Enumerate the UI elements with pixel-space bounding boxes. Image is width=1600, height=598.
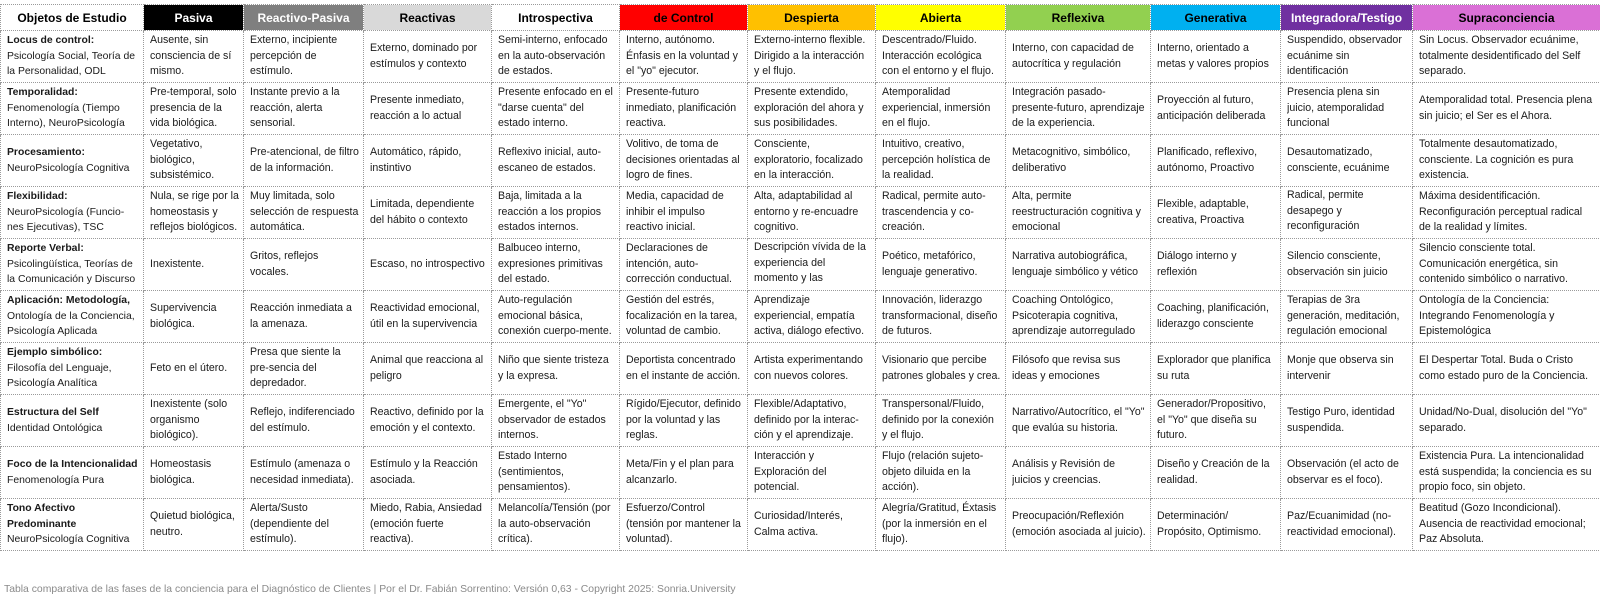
table-cell — [144, 395, 244, 447]
table-cell — [144, 187, 244, 239]
cell-text: Externo, dominado por estímulos y contexto — [370, 42, 478, 70]
cell-text: Alerta/Susto (dependiente del estímulo). — [250, 502, 329, 546]
cell-text: Atemporalidad total. Presencia plena sin juicio; el Ser es el Ahora. — [1419, 94, 1593, 122]
cell-text: Inexistente (solo organismo biológico). — [150, 398, 228, 442]
row-subtitle: Ontología de la Conciencia, Psicología Aplicada — [7, 310, 135, 338]
cell-text: Balbuceo interno, expresiones primitivas del estado. — [498, 242, 603, 286]
cell-text: Ontología de la Conciencia: Integrando Fenomenología y Epistemológica — [1419, 294, 1555, 338]
table-cell — [748, 447, 876, 499]
row-subtitle: Fenomenología Pura — [7, 474, 105, 486]
cell-text: Visionario que percibe patrones globales y crea. — [882, 354, 1001, 382]
table-cell — [1413, 395, 1600, 447]
row-title: Estructura del Self — [7, 407, 99, 418]
cell-text: Coaching Ontológico, Psicoterapia cognitiva, aprendizaje autorregulado — [1012, 294, 1136, 338]
table-cell — [364, 187, 492, 239]
table-cell — [144, 135, 244, 187]
cell-text: Presente inmediato, reacción a lo actual — [370, 94, 465, 122]
cell-text: Intuitivo, creativo, percepción holística de la realidad. — [882, 138, 991, 182]
cell-text: Totalmente desautomatizado, consciente. La cognición es pura existencia. — [1419, 138, 1574, 182]
table-cell — [748, 395, 876, 447]
cell-text: Interno, orientado a metas y valores propios — [1157, 42, 1269, 70]
table-row — [1, 187, 1600, 239]
table-row — [1, 499, 1600, 551]
table-cell — [244, 135, 364, 187]
cell-text: Narrativa autobiográfica, lenguaje simbólico y vético — [1012, 250, 1139, 278]
cell-text: Desautomatizado, consciente, ecuánime — [1287, 146, 1390, 174]
row-subtitle: NeuroPsicología (Funcio-nes Ejecutivas), TSC — [7, 206, 125, 234]
table-row — [1, 31, 1600, 83]
table-cell — [364, 239, 492, 291]
cell-text: Vegetativo, biológico, subsistémico. — [150, 138, 215, 182]
table-cell — [492, 291, 620, 343]
table-cell — [492, 135, 620, 187]
table-cell — [364, 499, 492, 551]
phase-header-reflexiva: Reflexiva — [1006, 5, 1151, 31]
row-label — [1, 239, 144, 291]
cell-text: Presente-futuro inmediato, planificación reactiva. — [626, 86, 737, 130]
cell-text: Rígido/Ejecutor, definido por la voluntad y las reglas. — [626, 398, 741, 442]
table-cell — [620, 135, 748, 187]
cell-text: Quietud biológica, neutro. — [150, 510, 235, 538]
cell-text: Auto-regulación emocional básica, conexión cuerpo-mente. — [498, 294, 612, 338]
table-cell — [1151, 83, 1281, 135]
table-cell — [1151, 239, 1281, 291]
table-cell — [1413, 447, 1600, 499]
cell-text: Consciente, exploratorio, focalizado en la interacción. — [754, 138, 863, 182]
table-cell — [748, 343, 876, 395]
cell-text: Unidad/No-Dual, disolución del "Yo" separado. — [1419, 406, 1587, 434]
table-cell — [1151, 447, 1281, 499]
phase-header-pasiva: Pasiva — [144, 5, 244, 31]
phase-header-reactivo-pasiva: Reactivo-Pasiva — [244, 5, 364, 31]
phase-header-integradora-testigo: Integradora/Testigo — [1281, 5, 1413, 31]
cell-text: Estímulo (amenaza o necesidad inmediata). — [250, 458, 354, 486]
phases-table — [0, 4, 1600, 551]
table-cell — [364, 343, 492, 395]
table-cell — [244, 187, 364, 239]
table-cell — [876, 239, 1006, 291]
table-cell — [244, 291, 364, 343]
row-subtitle: Identidad Ontológica — [7, 422, 103, 434]
table-cell — [1281, 395, 1413, 447]
table-cell — [1413, 83, 1600, 135]
cell-text: Paz/Ecuanimidad (no-reactividad emocional). — [1287, 510, 1396, 538]
cell-text: Observación (el acto de observar es el foco). — [1287, 458, 1399, 486]
table-cell — [1151, 395, 1281, 447]
table-row — [1, 83, 1600, 135]
cell-text: Metacognitivo, simbólico, deliberativo — [1012, 146, 1131, 174]
cell-text: Deportista concentrado en el instante de acción. — [626, 354, 741, 382]
cell-text: Miedo, Rabia, Ansiedad (emoción fuerte reactiva). — [370, 502, 482, 546]
row-subtitle: NeuroPsicología Cognitiva — [7, 162, 130, 174]
table-cell — [1413, 291, 1600, 343]
phase-header-introspectiva: Introspectiva — [492, 5, 620, 31]
cell-text: Baja, limitada a la reacción a los propios estados internos. — [498, 190, 602, 234]
table-cell — [620, 499, 748, 551]
cell-text: Estado Interno (sentimientos, pensamientos). — [498, 450, 571, 494]
table-cell — [1006, 291, 1151, 343]
table-cell — [1281, 499, 1413, 551]
cell-text: Esfuerzo/Control (tensión por mantener la voluntad). — [626, 502, 741, 546]
cell-text: Declaraciones de intención, auto-corrección conductual. — [626, 242, 732, 286]
row-title: Procesamiento: — [7, 147, 85, 158]
table-cell — [492, 187, 620, 239]
cell-text: Explorador que planifica su ruta — [1157, 354, 1271, 382]
table-cell — [620, 239, 748, 291]
table-cell — [748, 499, 876, 551]
header-row — [1, 5, 1600, 31]
row-title: Aplicación: Metodología, — [7, 295, 130, 307]
table-cell — [1151, 291, 1281, 343]
table-cell — [748, 135, 876, 187]
table-cell — [1006, 83, 1151, 135]
table-cell — [876, 343, 1006, 395]
table-cell — [1151, 499, 1281, 551]
table-cell — [244, 447, 364, 499]
table-cell — [364, 31, 492, 83]
table-cell — [876, 135, 1006, 187]
table-cell — [876, 291, 1006, 343]
table-cell — [244, 499, 364, 551]
table-cell — [748, 291, 876, 343]
table-cell — [144, 31, 244, 83]
cell-text: Inexistente. — [150, 257, 205, 270]
table-cell — [492, 239, 620, 291]
cell-text: Narrativo/Autocrítico, el "Yo" que evalúa su historia. — [1012, 406, 1145, 434]
cell-text: Interacción y Exploración del potencial. — [754, 450, 827, 494]
table-cell — [1006, 239, 1151, 291]
cell-text: Alta, permite reestructuración cognitiva y emocional — [1012, 190, 1141, 234]
cell-text: Monje que observa sin intervenir — [1287, 354, 1394, 382]
cell-text: Flexible/Adaptativo, definido por la interac-ción y el aprendizaje. — [754, 398, 859, 442]
table-cell — [620, 83, 748, 135]
table-cell — [1281, 83, 1413, 135]
cell-text: Aprendizaje experiencial, empatía activa, diálogo efectivo. — [754, 294, 865, 338]
row-title: Reporte Verbal: — [7, 243, 84, 255]
table-cell — [244, 395, 364, 447]
cell-text: Silencio consciente, observación sin juicio — [1287, 250, 1388, 278]
cell-text: Silencio consciente total. Comunicación energética, sin contenido simbólico o narrativo. — [1419, 242, 1568, 286]
cell-text: Planificado, reflexivo, autónomo, Proactivo — [1157, 146, 1258, 174]
table-cell — [364, 83, 492, 135]
cell-text: Diseño y Creación de la realidad. — [1157, 458, 1270, 486]
table-cell — [492, 31, 620, 83]
table-row — [1, 135, 1600, 187]
table-cell — [1281, 187, 1413, 239]
table-cell — [1006, 187, 1151, 239]
phase-header-generativa: Generativa — [1151, 5, 1281, 31]
table-cell — [1281, 135, 1413, 187]
table-cell — [620, 291, 748, 343]
table-cell — [1151, 135, 1281, 187]
row-label — [1, 31, 144, 83]
row-label — [1, 291, 144, 343]
cell-text: Supervivencia biológica. — [150, 302, 217, 330]
cell-text: Preocupación/Reflexión (emoción asociada al juicio). — [1012, 510, 1146, 538]
table-cell — [1151, 187, 1281, 239]
table-cell — [1281, 343, 1413, 395]
cell-text: Máxima desidentificación. Reconfiguración perceptual radical de la realidad y límites. — [1419, 190, 1583, 234]
table-cell — [244, 239, 364, 291]
table-cell — [364, 395, 492, 447]
table-cell — [144, 291, 244, 343]
table-cell — [1151, 31, 1281, 83]
table-cell — [1413, 499, 1600, 551]
phase-header-de-control: de Control — [620, 5, 748, 31]
table-cell — [748, 187, 876, 239]
table-cell — [748, 83, 876, 135]
table-cell — [364, 291, 492, 343]
row-title: Locus de control: — [7, 35, 95, 47]
table-cell — [144, 83, 244, 135]
row-label — [1, 343, 144, 395]
cell-text: Terapias de 3ra generación, meditación, regulación emocional — [1287, 294, 1400, 338]
cell-text: Innovación, liderazgo transformacional, diseño de futuros. — [882, 294, 998, 338]
table-row — [1, 447, 1600, 499]
table-row — [1, 239, 1600, 291]
cell-text: Presa que siente la pre-sencia del depredador. — [250, 346, 341, 390]
cell-text: Presente enfocado en el "darse cuenta" del estado interno. — [498, 86, 613, 130]
table-cell — [620, 343, 748, 395]
table-cell — [492, 499, 620, 551]
table-cell — [1281, 239, 1413, 291]
row-label — [1, 187, 144, 239]
cell-text: Poético, metafórico, lenguaje generativo. — [882, 250, 978, 278]
cell-text: Radical, permite desapego y reconfiguración — [1287, 189, 1364, 232]
table-cell — [876, 447, 1006, 499]
cell-text: Existencia Pura. La intencionalidad está suspendida; la conciencia es su propio foco, sin objeto. — [1419, 450, 1592, 494]
table-cell — [1281, 31, 1413, 83]
cell-text: Volitivo, de toma de decisiones orientadas al logro de fines. — [626, 138, 740, 182]
row-title: Ejemplo simbólico: — [7, 347, 103, 359]
cell-text: Instante previo a la reacción, alerta sensorial. — [250, 86, 340, 130]
table-cell — [620, 31, 748, 83]
table-cell — [620, 187, 748, 239]
table-cell — [1006, 343, 1151, 395]
table-cell — [1006, 499, 1151, 551]
table-cell — [1281, 291, 1413, 343]
corner-header: Objetos de Estudio — [1, 5, 144, 31]
cell-text: Interno, autónomo. Énfasis en la voluntad y el "yo" ejecutor. — [626, 34, 738, 78]
cell-text: Melancolía/Tensión (por la auto-observación crítica). — [498, 502, 611, 546]
table-cell — [1413, 239, 1600, 291]
row-label — [1, 135, 144, 187]
table-cell — [620, 447, 748, 499]
cell-text: Atemporalidad experiencial, inmersión en el flujo. — [882, 86, 991, 130]
row-subtitle: Psicolingüística, Teorías de la Comunicación y Discurso — [7, 258, 136, 286]
cell-text: Determinación/ Propósito, Optimismo. — [1157, 510, 1262, 538]
cell-text: Transpersonal/Fluido, definido por la conexión y el flujo. — [882, 398, 994, 442]
table-cell — [144, 447, 244, 499]
table-cell — [876, 187, 1006, 239]
cell-text: Gestión del estrés, focalización en la tarea, voluntad de cambio. — [626, 294, 738, 338]
cell-text: Flexible, adaptable, creativa, Proactiva — [1157, 198, 1249, 226]
table-cell — [244, 83, 364, 135]
footer-caption: Tabla comparativa de las fases de la conciencia para el Diagnóstico de Clientes | Por el Dr. Fabián Sorrentino: Versión 0,63 - Copyright 2025: Sonria.University — [4, 584, 736, 595]
cell-text: Media, capacidad de inhibir el impulso reactivo inicial. — [626, 190, 724, 234]
cell-text: Ausente, sin consciencia de sí mismo. — [150, 34, 232, 78]
row-subtitle: NeuroPsicología Cognitiva — [7, 534, 130, 546]
table-cell — [492, 395, 620, 447]
row-label — [1, 83, 144, 135]
cell-text: Sin Locus. Observador ecuánime, totalmente desidentificado del Self separado. — [1419, 34, 1581, 78]
table-cell — [1006, 395, 1151, 447]
table-row — [1, 291, 1600, 343]
table-cell — [748, 239, 876, 291]
cell-text: Niño que siente tristeza y la expresa. — [498, 354, 609, 382]
table-cell — [1413, 343, 1600, 395]
table-cell — [244, 343, 364, 395]
cell-text: Reacción inmediata a la amenaza. — [250, 302, 352, 330]
cell-text: Diálogo interno y reflexión — [1157, 250, 1237, 278]
cell-text: Coaching, planificación, liderazgo consciente — [1157, 302, 1269, 330]
cell-text: Automático, rápido, instintivo — [370, 146, 462, 174]
row-title: Foco de la Intencionalidad — [7, 459, 138, 470]
row-title: Flexibilidad: — [7, 191, 68, 203]
cell-text: Filósofo que revisa sus ideas y emociones — [1012, 354, 1121, 382]
table-cell — [876, 31, 1006, 83]
table-cell — [1006, 135, 1151, 187]
cell-text: Generador/Propositivo, el "Yo" que diseña su futuro. — [1157, 398, 1266, 442]
cell-text: Curiosidad/Interés, Calma activa. — [754, 510, 843, 538]
cell-text: Proyección al futuro, anticipación deliberada — [1157, 94, 1266, 122]
cell-text: Emergente, el "Yo" observador de estados internos. — [498, 398, 606, 442]
table-cell — [492, 447, 620, 499]
phase-header-despierta: Despierta — [748, 5, 876, 31]
cell-text: Análisis y Revisión de juicios y creencias. — [1012, 458, 1116, 486]
cell-text: Presencia plena sin juicio, atemporalidad funcional — [1287, 86, 1385, 130]
cell-text: Testigo Puro, identidad suspendida. — [1287, 406, 1395, 434]
cell-text: Semi-interno, enfocado en la auto-observación de estados. — [498, 34, 608, 78]
table-cell — [876, 395, 1006, 447]
row-title: Tono Afectivo Predominante — [7, 503, 77, 530]
phase-header-abierta: Abierta — [876, 5, 1006, 31]
cell-text: Reactivo, definido por la emoción y el contexto. — [370, 406, 484, 434]
cell-text: Interno, con capacidad de autocrítica y regulación — [1012, 42, 1134, 70]
cell-text: Feto en el útero. — [150, 361, 228, 374]
cell-text: Homeostasis biológica. — [150, 458, 212, 486]
phase-header-reactivas: Reactivas — [364, 5, 492, 31]
table-cell — [1281, 447, 1413, 499]
cell-text: Alta, adaptabilidad al entorno y re-encuadre cognitivo. — [754, 190, 859, 234]
cell-text: Pre-temporal, solo presencia de la vida biológica. — [150, 86, 237, 130]
cell-text: Pre-atencional, de filtro de la información. — [250, 146, 359, 174]
table-cell — [364, 135, 492, 187]
cell-text: Descripción vívida de la experiencia del momento y las — [754, 241, 866, 284]
cell-text: Integración pasado-presente-futuro, aprendizaje de la experiencia. — [1012, 86, 1145, 130]
table-cell — [876, 499, 1006, 551]
row-subtitle: Psicología Social, Teoría de la Personalidad, ODL — [7, 50, 136, 78]
cell-text: Escaso, no introspectivo — [370, 257, 485, 270]
cell-text: Alegría/Gratitud, Éxtasis (por la inmersión en el flujo). — [882, 502, 997, 546]
table-cell — [1006, 31, 1151, 83]
cell-text: Gritos, reflejos vocales. — [250, 250, 319, 278]
cell-text: Presente extendido, exploración del ahora y sus posibilidades. — [754, 86, 864, 130]
table-cell — [876, 83, 1006, 135]
row-title: Temporalidad: — [7, 87, 78, 99]
cell-text: Flujo (relación sujeto-objeto diluida en la acción). — [882, 450, 984, 494]
table-cell — [1413, 135, 1600, 187]
cell-text: Meta/Fin y el plan para alcanzarlo. — [626, 458, 734, 486]
cell-text: El Despertar Total. Buda o Cristo como estado puro de la Conciencia. — [1419, 354, 1589, 382]
table-cell — [1151, 343, 1281, 395]
cell-text: Descentrado/Fluido. Interacción ecológica con el entorno y el flujo. — [882, 34, 994, 78]
cell-text: Limitada, dependiente del hábito o contexto — [370, 198, 475, 226]
cell-text: Reactividad emocional, útil en la supervivencia — [370, 302, 480, 330]
cell-text: Muy limitada, solo selección de respuesta automática. — [250, 190, 359, 234]
table-row — [1, 395, 1600, 447]
table-cell — [144, 239, 244, 291]
cell-text: Artista experimentando con nuevos colores. — [754, 354, 863, 382]
cell-text: Externo-interno flexible. Dirigido a la interacción y el flujo. — [754, 34, 866, 78]
table-cell — [1006, 447, 1151, 499]
row-subtitle: Fenomenología (Tiempo Interno), NeuroPsicología — [7, 102, 125, 130]
cell-text: Radical, permite auto-trascendencia y co-creación. — [882, 190, 986, 234]
cell-text: Animal que reacciona al peligro — [370, 354, 484, 382]
cell-text: Beatitud (Gozo Incondicional). Ausencia de reactividad emocional; Paz Absoluta. — [1419, 502, 1586, 546]
table-cell — [748, 31, 876, 83]
table-cell — [144, 499, 244, 551]
table-row — [1, 343, 1600, 395]
cell-text: Estímulo y la Reacción asociada. — [370, 458, 478, 486]
row-label — [1, 447, 144, 499]
table-cell — [144, 343, 244, 395]
table-cell — [244, 31, 364, 83]
cell-text: Reflejo, indiferenciado del estímulo. — [250, 406, 355, 434]
row-label — [1, 499, 144, 551]
cell-text: Nula, se rige por la homeostasis y reflejos biológicos. — [150, 190, 239, 234]
cell-text: Externo, incipiente percepción de estímulo. — [250, 34, 338, 78]
table-cell — [492, 343, 620, 395]
phase-header-supraconciencia: Supraconciencia — [1413, 5, 1600, 31]
table-cell — [1413, 187, 1600, 239]
table-cell — [620, 395, 748, 447]
table-cell — [1413, 31, 1600, 83]
cell-text: Reflexivo inicial, auto-escaneo de estados. — [498, 146, 602, 174]
table-cell — [364, 447, 492, 499]
cell-text: Suspendido, observador ecuánime sin identificación — [1287, 34, 1402, 78]
table-cell — [492, 83, 620, 135]
row-label — [1, 395, 144, 447]
row-subtitle: Filosofía del Lenguaje, Psicología Analítica — [7, 362, 112, 390]
